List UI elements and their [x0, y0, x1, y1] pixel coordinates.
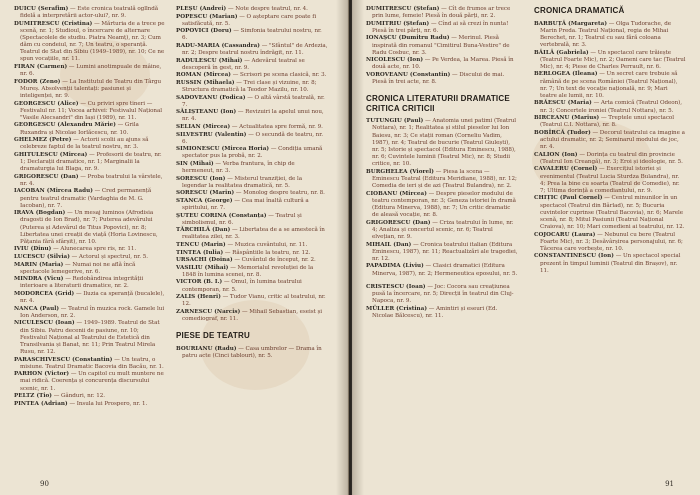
- author-name: PINTEA (Adrian): [14, 400, 68, 407]
- bibliography-entry: [176, 80, 328, 94]
- bibliography-entry: [176, 265, 328, 279]
- author-name: MODORCEA (Grid): [14, 290, 75, 297]
- bibliography-entry: [534, 21, 686, 50]
- entry-text: — Alunecarea spre ris, nr. 11.: [51, 246, 137, 253]
- bibliography-entry: [14, 21, 166, 64]
- bibliography-entry: [14, 122, 166, 136]
- entry-text: — Un teatru, o misiune. Teatrul Dramatic Bacovia din Bacău, nr. 1.: [20, 356, 164, 370]
- entry-text: — Cu priviri spre tineri — Festivalul nr. 11; Vocea arhivei: Festivalul Național "Vasile Alecsandri" din Iași (1989), nr. 11.: [20, 100, 162, 121]
- author-name: GRIGORESCU (Dan): [366, 219, 431, 226]
- bibliography-entry: [176, 132, 328, 146]
- bibliography-entry: [366, 118, 518, 168]
- bibliography-entry: [14, 188, 166, 209]
- bibliography-entry: [534, 195, 686, 231]
- entry-text: — Scrisori pe scena clasică, nr. 3.: [230, 72, 327, 79]
- bibliography-entry: [366, 191, 518, 220]
- bibliography-entry: [534, 100, 686, 114]
- bibliography-entry: [176, 176, 328, 190]
- bibliography-entry: [176, 95, 328, 109]
- author-name: POPESCU (Marian): [176, 13, 238, 20]
- bibliography-entry: [176, 14, 328, 28]
- entry-text: — Actorii scolii au ajuns să celebreze faptul de la teatrul nostru, nr. 3.: [20, 137, 149, 151]
- entry-text: — Note despre teatrul, nr. 4.: [226, 6, 308, 12]
- entry-text: — Actorul și spectrul, nr. 5.: [69, 254, 148, 260]
- entry-text: — Cînd ai să crezi în nunta! Piesă în trei părți, nr. 6.: [372, 20, 509, 34]
- bibliography-entry: [14, 393, 166, 400]
- entry-text: — Pe Verdea, la Marea. Piesă în două acte, nr. 10.: [372, 57, 514, 71]
- entry-text: — Mărturia de a trece pe scenă, nr. 1; Studioul, o încercare de alternare (Spectacolele de studiu. Piatra Neamț), nr. 3; Cum dăm cu condeiul, nr. 7; Un teatru, o speranță. Teatrul de Stat din Sibiu (1949–1989), nr. 10; Ce ne spun vocațiile, nr. 11.: [20, 20, 165, 63]
- author-name: RUSSIN (Mihaela): [176, 79, 235, 86]
- entry-text: — Verba frantura, în chip de hermeneut, nr. 3.: [182, 160, 295, 175]
- bibliography-entry: [176, 309, 328, 323]
- bibliography-entry: [534, 130, 686, 151]
- section-heading-cronica-dramatica: CRONICA DRAMATICĂ: [534, 6, 625, 15]
- author-name: COJOCARU (Laura): [534, 231, 596, 238]
- author-name: NANCA (Paul): [14, 305, 60, 312]
- bibliography-entry: [534, 253, 686, 274]
- bibliography-entry: [14, 262, 166, 276]
- author-name: IACOBAN (Mircea Radu): [14, 188, 93, 195]
- entry-text: — Despre pieselor modului de teatru contemporan, nr. 3; Geneza istoriei în dramă (Editura Minerva, 1988), nr. 7; Un critic dramatic de aleasă vocație, nr. 8.: [372, 190, 516, 219]
- bibliography-entry: [366, 306, 518, 320]
- entry-text: — O altă vârstă teatrală, nr. 7.: [182, 94, 325, 108]
- right-page: [352, 0, 700, 495]
- bibliography-entry: [534, 50, 686, 71]
- author-name: BURGHELEA (Viorel): [366, 168, 434, 175]
- entry-text: — La Institutul de Teatru din Târgu Mureș. Absolvenții talentați: pasiunei și inteligenței, nr. 9.: [20, 78, 162, 100]
- entry-text: — Piesa la scena — Eminescu Teatral (Editura Meridiane, 1988), nr. 12; Comedia de ieri și de azi (Teatrul Bulandra), nr. 2.: [372, 168, 517, 190]
- bibliography-entry: [176, 58, 328, 72]
- entry-text: — Profesorii de teatru, nr. 1; Declarații dramatice, nr. 1; Marginalii la dramaturgia lui Blaga, nr. 9.: [20, 151, 162, 173]
- entry-text: — Numai noi ne află încă spectacole lemegerive, nr. 6.: [20, 261, 136, 275]
- entry-text: — O așteptare care poate fi satisfăcută, nr. 5.: [182, 13, 317, 27]
- bibliography-entry: [14, 6, 166, 20]
- bibliography-entry: [534, 152, 686, 166]
- entry-text: — Discului de mai. Piesă în trei acte, nr. 8.: [372, 71, 505, 86]
- entry-text: — Amintiri și eseuri (Ed. Nicolae Bălcescu), nr. 11.: [372, 305, 498, 320]
- entry-text: — Casa umbrelor — Drama în patru acte (Cinci tablouri), nr. 5.: [182, 345, 322, 359]
- author-name: CONSTANTINESCU (Ion): [534, 253, 614, 260]
- entry-text: — Trei clase și vizuine, nr. 8; Structura dramatică la Teodor Mazilu, nr. 10.: [182, 79, 317, 94]
- author-name: SELIAN (Mircea): [176, 124, 231, 131]
- entry-text: — Un mesaj luminos (Afrodisia dragosti de Ion Brad), nr. 7; Puterea adevărului (Puterea și Adevărul de Titus Popovici), nr. 8; Libertatea unei creații de viață (Horia Lovinescu, Pățania fără sfârșit), nr. 10.: [20, 210, 158, 245]
- bibliography-entry: [366, 21, 518, 35]
- bibliography-entry: [366, 284, 518, 305]
- bibliography-entry: [14, 152, 166, 173]
- page-number-right: 91: [665, 480, 674, 488]
- author-name: SORESCU (Ion): [176, 175, 226, 182]
- left-column-2: [176, 6, 328, 360]
- bibliography-entry: [366, 57, 518, 71]
- author-name: ZARNESCU (Narcis): [176, 308, 241, 315]
- entry-text: — Un capitol cu mult muntere ne mai ridică. Coerența și concurența discursului scenic, nr. 1.: [20, 371, 164, 392]
- bibliography-entry: [14, 101, 166, 122]
- author-name: FIRAN (Carmen): [14, 64, 68, 71]
- bibliography-entry: [366, 242, 518, 263]
- author-name: ZALIS (Henri): [176, 294, 221, 301]
- author-name: CHIȚIC (Paul Cornel): [534, 195, 603, 202]
- entry-text: — Adevărul teatral se descoperă în gest, nr. 9.: [182, 57, 305, 71]
- entry-text: — Anatomia unei patimi (Teatrul Nottara), nr. 1; Realitatea și stilul pieselor lui Ion Baiesu, nr. 3; Ce stații roman (Corneliu Vadim, 1987), nr. 4; Teatrul de bucurie (Teatrul Giulești), nr. 5; Istorie și spectacol (Editura Eminescu, 1988), nr. 6; Cuvintele luminii (Teatrul Mic), nr. 8; Studii critice, nr. 10.: [372, 118, 517, 168]
- entry-text: — Decorul teatrului ca imagine a actului dramatic, nr. 2; Seminarul modului de joc, nr. 4.: [540, 129, 685, 151]
- entry-text: — Teatrul în muzica rock. Gamele lui Ion Anderson, nr. 2.: [20, 305, 165, 319]
- entry-text: — Cea mai înaltă cultură a spiritului, nr. 7.: [182, 197, 309, 212]
- author-name: GEORGESCU (Alice): [14, 100, 79, 107]
- section-heading-piese: PIESE DE TEATRU: [176, 331, 250, 341]
- bibliography-entry: [14, 174, 166, 188]
- author-name: DUMITRESCU (Ștefan): [366, 6, 440, 12]
- entry-text: — Proba teatrului la vârstele, nr. 4.: [20, 173, 163, 187]
- entry-text: — Exercițiul istoriei și evenimentul (Teatrul Lucia Sturdza Bulandra), nr. 4; Prea la bine cu soarta (Teatrul de Comedie), nr. 7; Ultima dorință a comediantului, nr. 9.: [540, 166, 680, 194]
- entry-text: — Tudor Vianu, critic al teatrului, nr. 12.: [182, 294, 326, 308]
- author-name: URSACHI (Doina): [176, 257, 233, 264]
- bibliography-entry: [14, 79, 166, 100]
- author-name: IONAȘCU (Dumitru Radu): [366, 35, 450, 42]
- bibliography-entry: [366, 35, 518, 56]
- author-name: PARHON (Victor): [14, 371, 70, 378]
- entry-text: — Cred permanență pentru teatrul dramatic (Vardaghia de M. G. Iacoban), nr. 7.: [20, 188, 152, 209]
- author-name: ROMAN (Mircea): [176, 72, 231, 79]
- entry-text: — Libertatea de a se amestecă în realitatea zilei, nr. 3.: [182, 227, 325, 241]
- bibliography-entry: [176, 72, 328, 79]
- entry-text: — Joc: Cocora sau creațiunea pusă la încercare, nr. 5; Direcții în teatrul din Cluj-Napoca, nr. 9.: [372, 284, 514, 305]
- author-name: STANCA (George): [176, 197, 233, 204]
- bibliography-entry: [14, 64, 166, 78]
- right-column-2: [534, 6, 686, 275]
- entry-text: — Cronica teatrului italian (Editura Eminescu, 1987), nr. 11; Reactualizări ale tragediei, nr. 12.: [372, 241, 518, 262]
- bibliography-entry: [14, 137, 166, 151]
- bibliography-entry: [176, 43, 328, 57]
- entry-text: — Condiția umană spectator pus la probă, nr. 2.: [182, 146, 323, 160]
- bibliography-entry: [176, 279, 328, 293]
- author-name: BRĂESCU (Maria): [534, 100, 592, 107]
- author-name: SILVESTRU (Valentin): [176, 131, 247, 138]
- author-name: ȘUTEU CORINA (Constanța): [176, 212, 267, 219]
- entry-text: — Cît de frumos ar trece prin lume, femeie! Piesă în două părți, nr. 2.: [372, 6, 511, 20]
- author-name: MÜLLER (Cristina): [366, 305, 428, 312]
- bibliography-entry: [14, 291, 166, 305]
- author-name: VICTOR (B. I.): [176, 279, 223, 286]
- entry-text: — Memorialul revoluției de la 1848 în lumina scenei, nr. 8.: [182, 264, 314, 278]
- bibliography-entry: [176, 242, 328, 249]
- entry-text: — Insula lui Prospero, nr. 1.: [67, 400, 148, 407]
- entry-text: — 1949–1989. Teatrul de Stat din Sibiu. Patru decenii de pasiune, nr. 10; Festivalul Național al Teatrului de Estetică din Transilvania și Banat, nr. 11; Prin Teatrul Mirela Rusu, nr. 12.: [20, 320, 160, 355]
- author-name: BARBUȚĂ (Margareta): [534, 20, 608, 27]
- author-name: PARASCHIVESCU (Constantin): [14, 356, 113, 363]
- left-column-1: [14, 6, 166, 408]
- author-name: GRIGORESCU (Dan): [14, 173, 79, 180]
- author-name: CAVALERU (Cornel): [534, 166, 598, 173]
- author-name: BERLOGEA (Ileana): [534, 71, 598, 78]
- entry-text: — Actualitatea spre formă, nr. 9.: [230, 124, 323, 131]
- entry-text: — Mihail Sebastian, eseist și comediograf, nr. 11.: [182, 308, 323, 322]
- bibliography-entry: [176, 213, 328, 227]
- author-name: SIMIONESCU (Mircea Horia): [176, 146, 270, 153]
- bibliography-entry: [14, 254, 166, 261]
- author-name: RADU-MARIA (Cassandra): [176, 42, 260, 49]
- entry-text: — Este cronica teatrală ogllndă fidelă a interpretării actor-ului?, nr. 9.: [20, 6, 159, 20]
- author-name: GHELMEZ (Petre): [14, 137, 72, 144]
- author-name: BOURIANU (Radu): [176, 345, 237, 352]
- author-name: SIN (Mihai): [176, 160, 214, 167]
- page-number-left: 90: [40, 480, 49, 488]
- entry-text: — Olga Tudorache, de Marin Preda. Teatrul Național, regia de Mihai Berechet, nr. 1; Teatrul cu sau fără coloana vertebrală, nr. 3.: [540, 20, 671, 48]
- author-name: SADOVEANU (Fodica): [176, 94, 246, 101]
- bibliography-entry: [14, 210, 166, 246]
- author-name: SORESCU (Marin): [176, 190, 235, 197]
- entry-text: — Arta comică (Teatrul Odeon), nr. 3; Concertele ironiei (Teatrul Nottara), nr. 5.: [540, 100, 682, 114]
- author-name: CRISTESCU (Ioan): [366, 284, 426, 291]
- entry-text: — Revizuiri la apelul unui nou, nr. 4.: [182, 109, 324, 123]
- entry-text: — Monolog despre teatru, nr. 8.: [234, 190, 325, 197]
- author-name: BĂILĂ (Gabriela): [534, 49, 589, 56]
- bibliography-entry: [366, 72, 518, 86]
- entry-text: — "Sfântul" de Ardezia, nr. 2; Despre teatrul nostru îndrăgit, nr. 11.: [182, 42, 328, 57]
- entry-text: — Dorința cu teatrul din provincie (Teatrul Ion Creangă), nr. 3; Eroi și ideologie, nr. 5.: [540, 151, 683, 165]
- entry-text: — Criza teatrului în lume, nr. 4; Analiza și concertul scenic, nr. 6; Teatrul elvețian, nr. 9.: [372, 219, 514, 240]
- bibliography-entry: [176, 6, 328, 13]
- author-name: PLEȘU (Andrei): [176, 6, 227, 12]
- author-name: RADULESCU (Mihai): [176, 57, 243, 64]
- bibliography-entry: [176, 198, 328, 212]
- author-name: NICOLESCU (Ion): [366, 57, 424, 64]
- entry-text: — Lumini anotimpuale de mâine, nr. 6.: [20, 64, 162, 78]
- author-name: IVIU (Dinu): [14, 246, 52, 253]
- entry-text: — Un spectacol care trăiește (Teatrul Foarte Mic), nr. 2; Oameni care tac (Teatrul Mic), nr. 4; Piese de Charles Perrault, nr. 6.: [540, 49, 686, 70]
- bibliography-entry: [14, 371, 166, 392]
- author-name: PAPADIMA (Liviu): [366, 263, 424, 270]
- bibliography-entry: [176, 28, 328, 42]
- entry-text: — Misterul tranziției, de la legendar la realitatea dramatică, nr. 5.: [182, 175, 303, 189]
- author-name: PELTZ (Tio): [14, 393, 53, 400]
- author-name: FODOR (Zeno): [14, 78, 61, 85]
- author-name: POPOVICI (Doru): [176, 28, 232, 35]
- bibliography-entry: [366, 263, 518, 277]
- entry-text: — Clasici dramatici (Editura Minerva, 1987), nr. 2; Hermeneutica eposului, nr. 5.: [372, 263, 518, 277]
- entry-text: — Grila Ruxandra și Nicolae Iorlăcescu, nr. 10.: [20, 122, 139, 136]
- bibliography-entry: [14, 401, 166, 408]
- entry-text: — Treptele unui spectacol (Teatrul C.I. Nottara), nr. 8.: [540, 115, 674, 129]
- entry-text: — Răspântiile la teatru, nr. 12.: [223, 249, 311, 256]
- author-name: DUMITRIU (Ștefan): [366, 20, 430, 27]
- author-name: NICULESCU (Ioan): [14, 320, 75, 327]
- author-name: TINTEA (Iulia): [176, 249, 224, 256]
- author-name: CALION (Ion): [534, 151, 578, 158]
- author-name: TĂRCHILĂ (Dan): [176, 227, 231, 234]
- author-name: MARIN (Maria): [14, 261, 64, 268]
- author-name: DUMITRESCU (Cristina): [14, 20, 93, 27]
- bibliography-entry: [176, 161, 328, 175]
- bibliography-entry: [176, 109, 328, 123]
- bibliography-entry: [176, 346, 328, 360]
- bibliography-entry: [176, 227, 328, 241]
- bibliography-entry: [534, 166, 686, 195]
- author-name: LUCESCU (Silvia): [14, 254, 70, 260]
- bibliography-entry: [366, 220, 518, 241]
- bibliography-entry: [14, 320, 166, 356]
- bibliography-entry: [14, 306, 166, 320]
- author-name: TUTUNGIU (Paul): [366, 118, 424, 125]
- bibliography-entry: [534, 115, 686, 129]
- bibliography-entry: [176, 257, 328, 264]
- author-name: MIHAIL (Dan): [366, 241, 412, 248]
- bibliography-entry: [534, 232, 686, 253]
- author-name: BIRCEANU (Marius): [534, 115, 600, 122]
- left-page: [0, 0, 349, 495]
- author-name: GHITULESCU (Mircea): [14, 151, 88, 158]
- entry-text: — Un spectacol special prezent în timpul luminii (Teatrul din Brașov), nr. 11.: [540, 253, 681, 274]
- author-name: BOBÎRCĂ (Tudor): [534, 129, 591, 136]
- bibliography-entry: [176, 124, 328, 131]
- bibliography-entry: [366, 169, 518, 190]
- entry-text: — Redobândirea integrității interioare a literaturii dramatice, nr. 2.: [20, 276, 144, 290]
- entry-text: — Merinul. Piesă inspirată din romanul "Cimitirul Buna-Vestire" de Radu Cosbuc, nr. 3.: [372, 35, 510, 56]
- entry-text: — O secundă de teatru, nr. 6.: [182, 131, 323, 145]
- entry-text: — Un secret care trebuie să rămână de pe scena României (Teatrul Național), nr. 7; Un text de vocație națională, nr. 9; Mari teatre ale lumii, nr. 10.: [540, 71, 678, 99]
- author-name: IRAVA (Bogdan): [14, 210, 66, 217]
- entry-text: — Simfonia teatrului nostru, nr. 6.: [182, 28, 322, 42]
- entry-text: — Teatrul și simbolismul, nr. 6.: [182, 212, 302, 226]
- entry-text: — Nebunul cu bere (Teatrul Foarte Mic), nr. 3; Desăvârșirea personajului, nr. 6; Tăcerea care vorbește, nr. 10.: [540, 231, 683, 252]
- author-name: GEORGESCU (Alexandru Mărie): [14, 122, 116, 129]
- bibliography-entry: [14, 276, 166, 290]
- section-heading-cronica-literaturii: CRONICA LITERATURII DRAMATICE CRITICA CRITICII: [366, 94, 510, 113]
- entry-text: — Muzica cuvântului, nr. 11.: [225, 242, 308, 249]
- entry-text: — Iluzia ca speranță (bucalele), nr. 4.: [20, 290, 165, 305]
- bibliography-entry: [176, 146, 328, 160]
- author-name: MINDRA (Vicu): [14, 276, 64, 283]
- bibliography-entry: [366, 6, 518, 20]
- bibliography-entry: [534, 71, 686, 100]
- entry-text: — Centrul minunilor în un spectacol (Teatrul din Bârlad), nr. 5; Bucuria cuvintelor cuprinse (Teatrul Bacovia), nr. 6; Marele scenă, nr. 8; Mitul Pasiunii (Teatrul Național Craiova), nr. 10; Mari comedieni ai teatrului, nr. 12.: [540, 195, 685, 230]
- entry-text: — Omul, în lumina teatrului contemporan, nr. 5.: [182, 279, 302, 293]
- entry-text: — Gânduri, nr. 12.: [52, 393, 105, 400]
- bibliography-entry: [176, 294, 328, 308]
- author-name: SĂLIȘTEANU (Ion): [176, 109, 237, 116]
- author-name: VOROVEANU (Constantin): [366, 71, 451, 78]
- bibliography-entry: [176, 250, 328, 257]
- entry-text: — Cuvântul de început, nr. 2.: [232, 257, 316, 264]
- right-column-1: [366, 6, 518, 321]
- bibliography-entry: [14, 246, 166, 253]
- author-name: DUICU (Serafim): [14, 6, 69, 12]
- author-name: TENCU (Marin): [176, 242, 226, 249]
- bibliography-entry: [176, 190, 328, 197]
- bibliography-entry: [14, 357, 166, 371]
- author-name: CIOBANU (Mircea): [366, 190, 427, 197]
- author-name: VASILIU (Mihai): [176, 264, 229, 271]
